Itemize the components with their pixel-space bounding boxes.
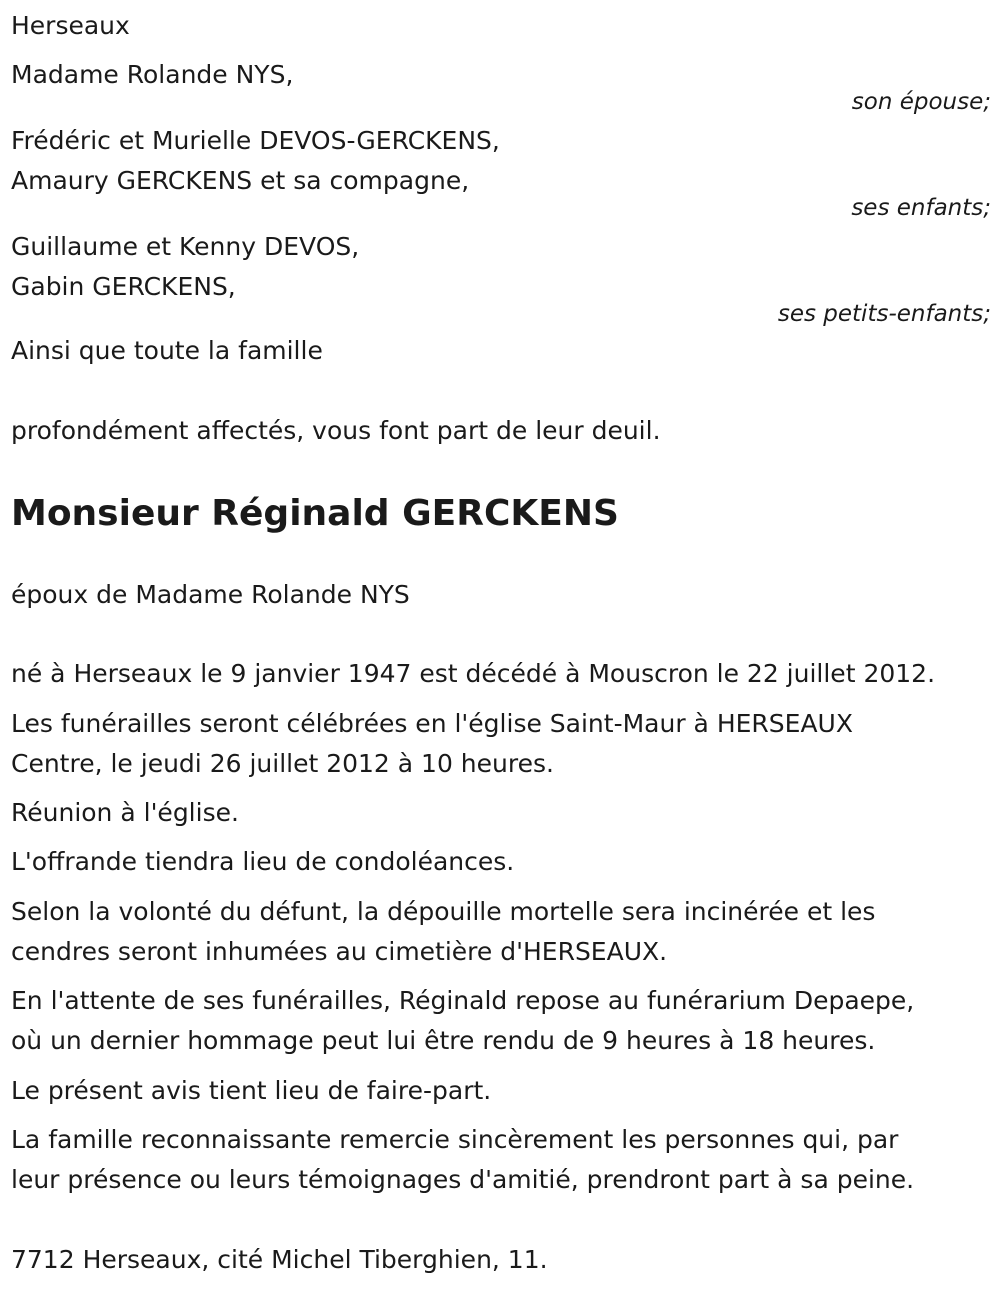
children-role: ses enfants; xyxy=(851,195,991,221)
grandchildren-role: ses petits-enfants; xyxy=(777,301,991,327)
offering-text: L'offrande tiendra lieu de condoléances. xyxy=(11,847,515,876)
announcement-text: profondément affectés, vous font part de leur deuil. xyxy=(11,416,661,445)
thanks-text: leur présence ou leurs témoignages d'amitié, prendront part à sa peine. xyxy=(11,1165,915,1194)
notice-text: Le présent avis tient lieu de faire-part. xyxy=(11,1076,492,1105)
cremation-text: Selon la volonté du défunt, la dépouille mortelle sera incinérée et les xyxy=(11,897,876,926)
grandchild-name: Guillaume et Kenny DEVOS, xyxy=(11,232,360,261)
deceased-relation: époux de Madame Rolande NYS xyxy=(11,580,410,609)
deceased-name: Monsieur Réginald GERCKENS xyxy=(11,493,619,534)
spouse-role: son épouse; xyxy=(851,89,991,115)
visitation-text: En l'attente de ses funérailles, Réginald repose au funérarium Depaepe, xyxy=(11,986,915,1015)
extended-family: Ainsi que toute la famille xyxy=(11,336,323,365)
thanks-text: La famille reconnaissante remercie sincèrement les personnes qui, par xyxy=(11,1125,899,1154)
location-heading: Herseaux xyxy=(11,11,130,40)
ceremony-text: Les funérailles seront célébrées en l'église Saint-Maur à HERSEAUX xyxy=(11,709,853,738)
child-name: Frédéric et Murielle DEVOS-GERCKENS, xyxy=(11,126,500,155)
address-text: 7712 Herseaux, cité Michel Tiberghien, 11. xyxy=(11,1245,548,1274)
obituary-notice xyxy=(11,0,991,1280)
meeting-text: Réunion à l'église. xyxy=(11,798,239,827)
birth-death-text: né à Herseaux le 9 janvier 1947 est décédé à Mouscron le 22 juillet 2012. xyxy=(11,659,936,688)
child-name: Amaury GERCKENS et sa compagne, xyxy=(11,166,470,195)
ceremony-text: Centre, le jeudi 26 juillet 2012 à 10 heures. xyxy=(11,749,554,778)
visitation-text: où un dernier hommage peut lui être rendu de 9 heures à 18 heures. xyxy=(11,1026,876,1055)
grandchild-name: Gabin GERCKENS, xyxy=(11,272,236,301)
cremation-text: cendres seront inhumées au cimetière d'HERSEAUX. xyxy=(11,937,668,966)
spouse-name: Madame Rolande NYS, xyxy=(11,60,294,89)
